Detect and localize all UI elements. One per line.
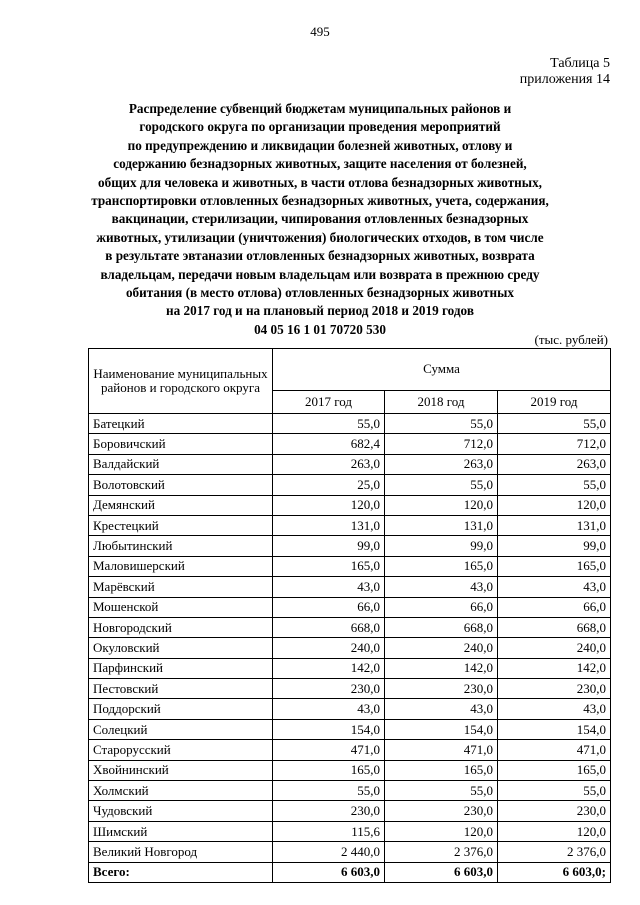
sum-2018: 55,0 [385, 475, 498, 495]
sum-2018: 55,0 [385, 781, 498, 801]
column-header-name: Наименование муниципальных районов и городского округа [89, 349, 273, 414]
table-row [89, 515, 611, 535]
table-row [89, 454, 611, 474]
sum-2017: 25,0 [273, 475, 385, 495]
column-header-2017: 2017 год [273, 390, 385, 413]
district-name: Окуловский [89, 638, 273, 658]
sum-2018: 131,0 [385, 515, 498, 535]
district-name: Боровичский [89, 434, 273, 454]
sum-2017: 55,0 [273, 781, 385, 801]
document-title [75, 100, 565, 339]
sum-2019: 471,0 [498, 740, 611, 760]
title-line: владельцам, передачи новым владельцам или возврата в прежнюю среду [100, 266, 540, 282]
table-row [89, 434, 611, 454]
sum-2018: 230,0 [385, 801, 498, 821]
district-name: Маловишерский [89, 556, 273, 576]
sum-2019: 230,0 [498, 679, 611, 699]
sum-2019: 263,0 [498, 454, 611, 474]
sum-2017: 682,4 [273, 434, 385, 454]
district-name: Парфинский [89, 658, 273, 678]
sum-2018: 2 376,0 [385, 842, 498, 862]
table-row [89, 495, 611, 515]
district-name: Шимский [89, 821, 273, 841]
sum-2017: 6 603,0 [273, 862, 385, 882]
table-row [89, 577, 611, 597]
district-name: Всего: [89, 862, 273, 882]
sum-2019: 2 376,0 [498, 842, 611, 862]
sum-2017: 99,0 [273, 536, 385, 556]
total-row [89, 862, 611, 882]
sum-2019: 131,0 [498, 515, 611, 535]
district-name: Старорусский [89, 740, 273, 760]
title-line: вакцинации, стерилизации, чипирования отловленных безнадзорных [111, 211, 529, 227]
sum-2019: 6 603,0; [498, 862, 611, 882]
sum-2018: 55,0 [385, 414, 498, 434]
title-line: в результате эвтаназии отловленных безнадзорных животных, возврата [105, 248, 535, 264]
sum-2019: 43,0 [498, 577, 611, 597]
sum-2017: 43,0 [273, 577, 385, 597]
sum-2019: 120,0 [498, 821, 611, 841]
sum-2019: 99,0 [498, 536, 611, 556]
sum-2019: 165,0 [498, 760, 611, 780]
sum-2017: 43,0 [273, 699, 385, 719]
district-name: Холмский [89, 781, 273, 801]
sum-2018: 240,0 [385, 638, 498, 658]
sum-2017: 165,0 [273, 760, 385, 780]
sum-2017: 471,0 [273, 740, 385, 760]
title-line: транспортировки отловленных безнадзорных животных, учета, содержания, [91, 193, 549, 209]
table-row [89, 740, 611, 760]
sum-2017: 142,0 [273, 658, 385, 678]
table-row [89, 617, 611, 637]
sum-2017: 230,0 [273, 679, 385, 699]
sum-2018: 712,0 [385, 434, 498, 454]
title-line: по предупреждению и ликвидации болезней животных, отлову и [127, 137, 513, 153]
title-line: Распределение субвенций бюджетам муниципальных районов и [128, 101, 512, 116]
table-row [89, 679, 611, 699]
table-row [89, 842, 611, 862]
table-row [89, 536, 611, 556]
sum-2018: 142,0 [385, 658, 498, 678]
table-row [89, 475, 611, 495]
sum-2019: 240,0 [498, 638, 611, 658]
table-row [89, 414, 611, 434]
table-ref-line2: приложения 14 [519, 72, 610, 87]
sum-2019: 154,0 [498, 719, 611, 739]
district-name: Великий Новгород [89, 842, 273, 862]
sum-2018: 43,0 [385, 699, 498, 719]
sum-2019: 55,0 [498, 781, 611, 801]
sum-2019: 120,0 [498, 495, 611, 515]
table-row [89, 556, 611, 576]
sum-2019: 712,0 [498, 434, 611, 454]
table-row [89, 638, 611, 658]
sum-2018: 120,0 [385, 821, 498, 841]
district-name: Чудовский [89, 801, 273, 821]
table-row [89, 760, 611, 780]
sum-2018: 471,0 [385, 740, 498, 760]
page-number: 495 [310, 24, 330, 39]
column-header-sum: Сумма [273, 349, 611, 391]
sum-2017: 131,0 [273, 515, 385, 535]
sum-2017: 66,0 [273, 597, 385, 617]
sum-2017: 263,0 [273, 454, 385, 474]
district-name: Мошенской [89, 597, 273, 617]
sum-2018: 43,0 [385, 577, 498, 597]
sum-2019: 43,0 [498, 699, 611, 719]
title-line: обитания (в место отлова) отловленных безнадзорных животных [125, 285, 515, 301]
sum-2018: 120,0 [385, 495, 498, 515]
sum-2017: 115,6 [273, 821, 385, 841]
table-reference [520, 56, 610, 88]
subvention-table [88, 348, 611, 883]
sum-2017: 154,0 [273, 719, 385, 739]
title-line: на 2017 год и на плановый период 2018 и 2019 годов [166, 303, 474, 319]
district-name: Новгородский [89, 617, 273, 637]
table-row [89, 781, 611, 801]
units-label: (тыс. рублей) [534, 332, 608, 347]
table-body [89, 414, 611, 883]
table-ref-line1: Таблица 5 [550, 56, 610, 71]
title-code: 04 05 16 1 01 70720 530 [254, 321, 386, 337]
sum-2019: 165,0 [498, 556, 611, 576]
sum-2019: 230,0 [498, 801, 611, 821]
district-name: Валдайский [89, 454, 273, 474]
sum-2018: 668,0 [385, 617, 498, 637]
title-line: содержанию безнадзорных животных, защите населения от болезней, [113, 156, 527, 172]
sum-2017: 2 440,0 [273, 842, 385, 862]
table-row [89, 597, 611, 617]
sum-2017: 240,0 [273, 638, 385, 658]
district-name: Демянский [89, 495, 273, 515]
sum-2019: 55,0 [498, 475, 611, 495]
sum-2019: 142,0 [498, 658, 611, 678]
sum-2018: 154,0 [385, 719, 498, 739]
district-name: Крестецкий [89, 515, 273, 535]
sum-2018: 6 603,0 [385, 862, 498, 882]
sum-2019: 55,0 [498, 414, 611, 434]
table-row [89, 801, 611, 821]
table-row [89, 658, 611, 678]
district-name: Пестовский [89, 679, 273, 699]
sum-2018: 165,0 [385, 760, 498, 780]
column-header-2019: 2019 год [498, 390, 611, 413]
sum-2019: 66,0 [498, 597, 611, 617]
district-name: Солецкий [89, 719, 273, 739]
column-header-2018: 2018 год [385, 390, 498, 413]
district-name: Марёвский [89, 577, 273, 597]
sum-2018: 263,0 [385, 454, 498, 474]
sum-2018: 99,0 [385, 536, 498, 556]
sum-2017: 230,0 [273, 801, 385, 821]
title-line: общих для человека и животных, в части отлова безнадзорных животных, [98, 174, 542, 190]
title-line: городского округа по организации проведения мероприятий [139, 119, 501, 135]
district-name: Любытинский [89, 536, 273, 556]
table-row [89, 719, 611, 739]
sum-2017: 55,0 [273, 414, 385, 434]
sum-2017: 120,0 [273, 495, 385, 515]
sum-2017: 668,0 [273, 617, 385, 637]
sum-2018: 66,0 [385, 597, 498, 617]
district-name: Поддорский [89, 699, 273, 719]
sum-2018: 165,0 [385, 556, 498, 576]
title-line: животных, утилизации (уничтожения) биологических отходов, в том числе [96, 229, 544, 245]
sum-2019: 668,0 [498, 617, 611, 637]
table-row [89, 821, 611, 841]
sum-2017: 165,0 [273, 556, 385, 576]
district-name: Волотовский [89, 475, 273, 495]
district-name: Батецкий [89, 414, 273, 434]
district-name: Хвойнинский [89, 760, 273, 780]
table-row [89, 699, 611, 719]
sum-2018: 230,0 [385, 679, 498, 699]
